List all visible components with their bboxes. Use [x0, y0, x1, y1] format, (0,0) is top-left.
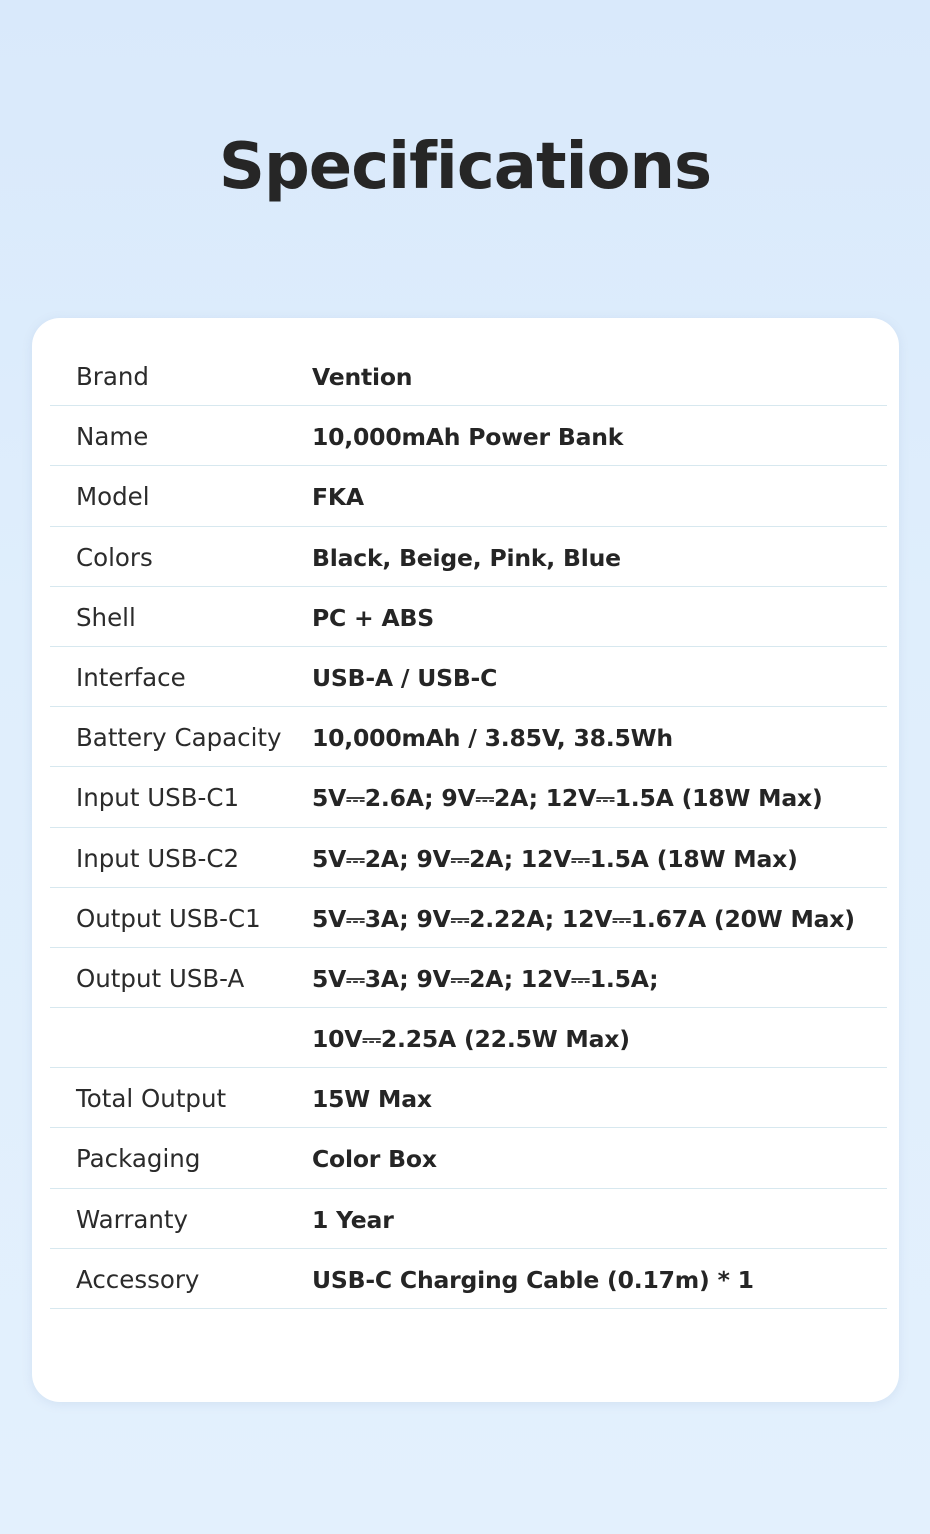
spec-label: Model — [76, 482, 150, 512]
spec-value: 5V⎓3A; 9V⎓2.22A; 12V⎓1.67A (20W Max) — [312, 904, 855, 933]
spec-row-packaging — [50, 1128, 887, 1188]
spec-row-accessory — [50, 1249, 887, 1309]
spec-label: Input USB-C2 — [76, 843, 240, 873]
spec-row-input-usb-c2 — [50, 828, 887, 888]
specifications-table — [50, 346, 887, 1309]
spec-value: 5V⎓2.6A; 9V⎓2A; 12V⎓1.5A (18W Max) — [312, 784, 823, 813]
spec-value: FKA — [312, 483, 364, 512]
spec-value: 10,000mAh / 3.85V, 38.5Wh — [312, 724, 673, 753]
spec-label: Interface — [76, 662, 186, 692]
spec-row-model — [50, 466, 887, 526]
spec-value: 15W Max — [312, 1085, 432, 1114]
spec-label: Output USB-A — [76, 963, 245, 993]
spec-value: USB-A / USB-C — [312, 663, 498, 692]
spec-row-shell — [50, 587, 887, 647]
spec-row-output-usb-c1 — [50, 888, 887, 948]
spec-label: Input USB-C1 — [76, 783, 240, 813]
spec-row-input-usb-c1 — [50, 767, 887, 827]
spec-row-output-usb-a-continued — [50, 1008, 887, 1068]
spec-label: Warranty — [76, 1204, 189, 1234]
spec-value: USB-C Charging Cable (0.17m) * 1 — [312, 1265, 754, 1294]
spec-label: Shell — [76, 602, 136, 632]
spec-value: Color Box — [312, 1145, 437, 1174]
spec-row-total-output — [50, 1068, 887, 1128]
spec-value: Black, Beige, Pink, Blue — [312, 543, 621, 572]
spec-row-output-usb-a — [50, 948, 887, 1008]
spec-value: Vention — [312, 363, 413, 391]
spec-row-brand — [50, 346, 887, 406]
spec-value: 5V⎓2A; 9V⎓2A; 12V⎓1.5A (18W Max) — [312, 844, 798, 873]
spec-value: 5V⎓3A; 9V⎓2A; 12V⎓1.5A; — [312, 964, 659, 993]
spec-row-name — [50, 406, 887, 466]
spec-value: 1 Year — [312, 1205, 394, 1234]
spec-label: Output USB-C1 — [76, 903, 261, 933]
spec-row-colors — [50, 527, 887, 587]
spec-row-battery-capacity — [50, 707, 887, 767]
spec-value: 10,000mAh Power Bank — [312, 423, 624, 452]
spec-value: PC + ABS — [312, 603, 434, 632]
spec-row-warranty — [50, 1189, 887, 1249]
spec-label: Colors — [76, 542, 153, 572]
spec-label: Accessory — [76, 1264, 200, 1294]
spec-label: Packaging — [76, 1144, 201, 1174]
spec-row-interface — [50, 647, 887, 707]
spec-label: Battery Capacity — [76, 723, 282, 753]
page-title: Specifications — [218, 130, 712, 204]
spec-label: Total Output — [76, 1084, 227, 1114]
spec-label: Brand — [76, 362, 149, 391]
spec-value: 10V⎓2.25A (22.5W Max) — [312, 1025, 630, 1054]
spec-label: Name — [76, 422, 149, 452]
